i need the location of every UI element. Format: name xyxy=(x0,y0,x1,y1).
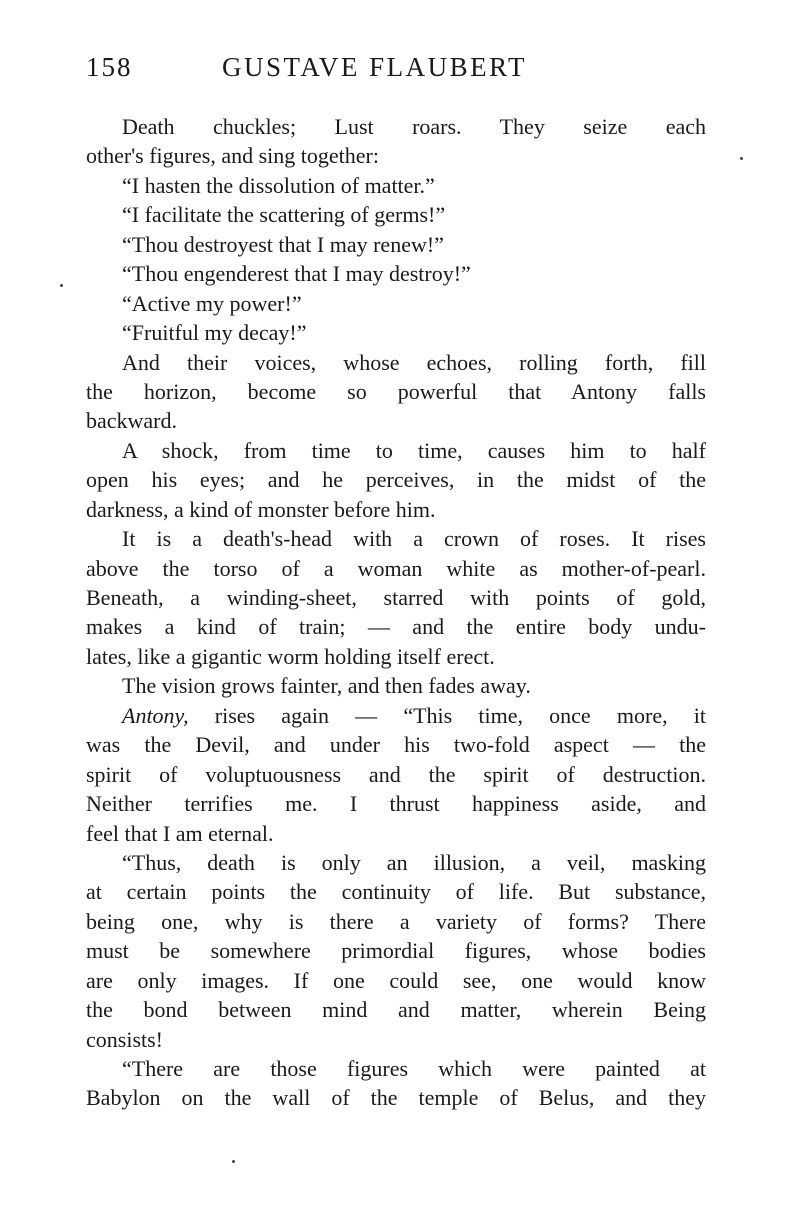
text-line: was the Devil, and under his two-fold aspect — the xyxy=(86,732,706,758)
text-line: makes a kind of train; — and the entire body undu- xyxy=(86,614,706,640)
body-text xyxy=(86,112,706,1113)
text-line: “Fruitful my decay!” xyxy=(122,320,307,346)
text-line: darkness, a kind of monster before him. xyxy=(86,496,436,522)
text-line: the horizon, become so powerful that Antony falls xyxy=(86,378,706,404)
text-line: above the torso of a woman white as mother-of-pearl. xyxy=(86,555,706,581)
running-title: GUSTAVE FLAUBERT xyxy=(222,52,527,82)
text-line: consists! xyxy=(86,1026,163,1052)
text-line: “Active my power!” xyxy=(122,290,302,316)
text-line xyxy=(86,701,706,730)
text-line: Death chuckles; Lust roars. They seize each xyxy=(122,114,706,139)
text-line: It is a death's-head with a crown of roses. It rises xyxy=(122,526,706,552)
text-line: “There are those figures which were painted at xyxy=(122,1056,706,1081)
text-line: And their voices, whose echoes, rolling forth, fill xyxy=(122,349,706,375)
character-name: Antony, xyxy=(122,702,189,728)
text-line: feel that I am eternal. xyxy=(86,820,274,846)
text-line: being one, why is there a variety of forms? There xyxy=(86,908,706,934)
text-line: Neither terrifies me. I thrust happiness aside, and xyxy=(86,791,706,817)
text-line-continuation: rises again — “This time, once more, it xyxy=(214,702,706,728)
text-line: backward. xyxy=(86,408,178,434)
text-line: open his eyes; and he perceives, in the midst of the xyxy=(86,467,706,493)
text-line: “Thus, death is only an illusion, a veil, masking xyxy=(122,849,706,875)
page-number: 158 xyxy=(86,52,133,82)
text-line: The vision grows fainter, and then fades away. xyxy=(122,673,531,699)
scan-speck xyxy=(740,157,743,160)
text-line: “Thou destroyest that I may renew!” xyxy=(122,231,444,257)
text-line: at certain points the continuity of life. But substance, xyxy=(86,879,706,905)
text-line: A shock, from time to time, causes him to half xyxy=(122,437,706,463)
text-line: “Thou engenderest that I may destroy!” xyxy=(122,261,471,287)
text-line: “I hasten the dissolution of matter.” xyxy=(122,172,435,198)
scan-speck xyxy=(232,1160,235,1163)
scan-speck xyxy=(60,284,63,287)
text-line: must be somewhere primordial figures, whose bodies xyxy=(86,938,706,964)
text-line: lates, like a gigantic worm holding itself erect. xyxy=(86,643,495,669)
text-line: the bond between mind and matter, wherein Being xyxy=(86,997,706,1023)
text-line: Beneath, a winding-sheet, starred with points of gold, xyxy=(86,585,706,610)
text-line: spirit of voluptuousness and the spirit of destruction. xyxy=(86,761,706,787)
page-header xyxy=(86,52,710,92)
text-line: are only images. If one could see, one would know xyxy=(86,967,706,993)
text-line: other's figures, and sing together: xyxy=(86,143,379,169)
text-line: “I facilitate the scattering of germs!” xyxy=(122,202,446,228)
text-line: Babylon on the wall of the temple of Belus, and they xyxy=(86,1085,706,1111)
